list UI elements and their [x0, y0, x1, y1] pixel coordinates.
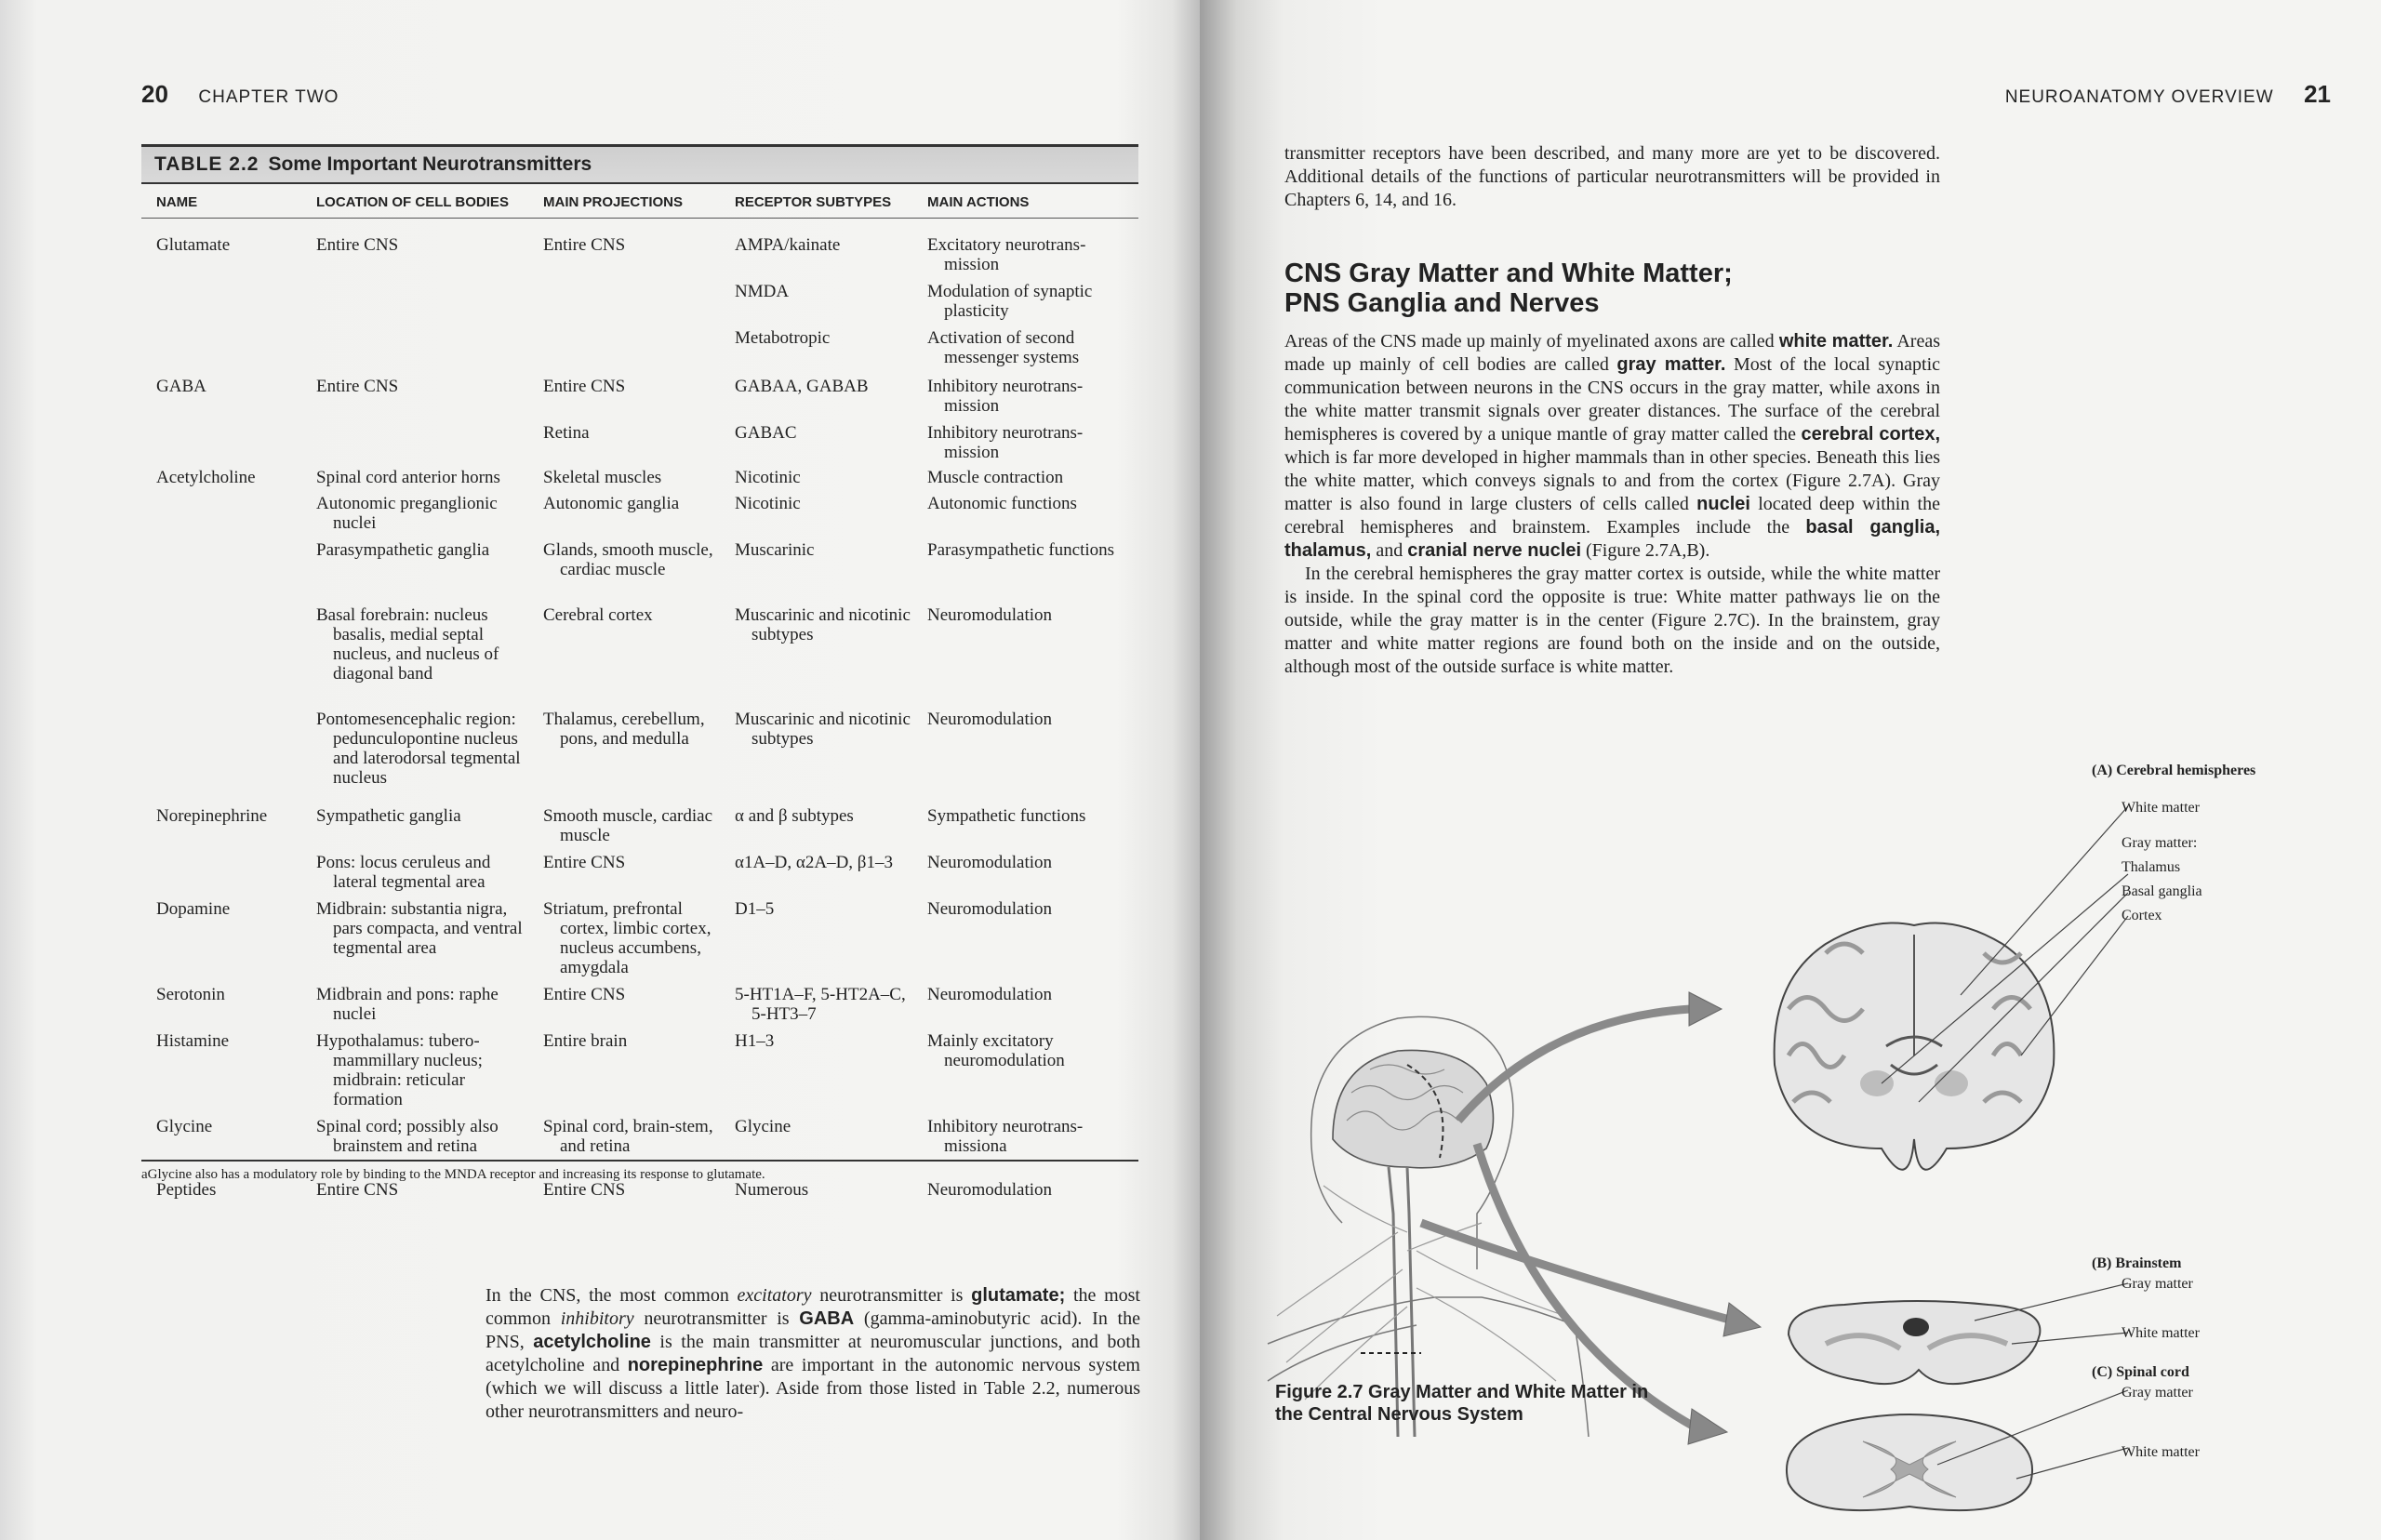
col-header-name: NAME — [156, 194, 198, 210]
table-cell: Activation of second messenger systems — [927, 328, 1080, 367]
label-b-white-matter: White matter — [2122, 1325, 2200, 1341]
table-cell: Muscarinic and nicotinic subtypes — [735, 710, 911, 749]
table-cell: Muscle contraction — [927, 468, 1064, 487]
right-chapter-title: NEUROANATOMY OVERVIEW — [2004, 87, 2274, 107]
table-cell: Dopamine — [156, 899, 231, 919]
body-paragraph: In the cerebral hemispheres the gray matter cortex is outside, while the white matter is inside. In the spinal cord the opposite is true: White matter pathways lie on the outside, while the gray matter is in the center (Figure 2.7C). In the brainstem, gray matter and white matter regions are found both on the inside and on the outside, although most of the outside surface is white matter. — [1284, 564, 1940, 677]
table-cell: Glycine — [735, 1117, 791, 1136]
text-run: Areas made up mainly of cell bodies are called — [1284, 331, 1940, 375]
col-header-projections: MAIN PROJECTIONS — [543, 194, 684, 210]
arrow-guide — [1482, 1204, 1705, 1333]
label-c-gray-matter: Gray matter — [2122, 1385, 2193, 1401]
table-cell: α and β subtypes — [735, 806, 854, 826]
table-bottom-rule — [141, 1160, 1138, 1162]
text-run: and — [1371, 540, 1408, 561]
bold-term: basal ganglia, thalamus, — [1284, 517, 1940, 561]
shoulder-outline — [1268, 1297, 1575, 1344]
table-cell: Muscarinic — [735, 540, 815, 560]
label-a-white-matter: White matter — [2122, 800, 2200, 816]
table-cell: H1–3 — [735, 1031, 775, 1051]
body-paragraph-intro: transmitter receptors have been described, and many more are yet to be discovered. Additional details of the functions of particular neurotransmitters will be provided in Chapters 6, 14, and 16. — [1284, 143, 1940, 210]
table-cell: GABAA, GABAB — [735, 377, 869, 396]
section-heading — [1284, 259, 1954, 318]
arrow-to-brainstem — [1421, 1223, 1733, 1321]
label-c-white-matter: White matter — [2122, 1444, 2200, 1460]
table-cell: Modulation of synaptic plasticity — [927, 282, 1093, 321]
table-cell: Hypothalamus: tubero-mammillary nucleus; midbrain: reticular formation — [316, 1031, 483, 1109]
table-cell: Histamine — [156, 1031, 230, 1051]
thalamus-shape — [1860, 1070, 1894, 1096]
text-run: the most common — [486, 1285, 1140, 1329]
table-cell: Glycine — [156, 1117, 213, 1136]
table-cell: Inhibitory neurotrans-mission — [927, 423, 1084, 462]
table-cell: Acetylcholine — [156, 468, 256, 487]
panel-c-label: (C) Spinal cord — [2092, 1364, 2189, 1380]
table-cell: Glutamate — [156, 235, 231, 255]
text-run: (Figure 2.7A,B). — [1581, 540, 1710, 561]
table-cell: Entire CNS — [316, 235, 399, 255]
table-cell: Muscarinic and nicotinic subtypes — [735, 605, 911, 644]
table-caption — [141, 144, 1138, 182]
bold-term: nuclei — [1696, 494, 1750, 514]
table-cell: Serotonin — [156, 985, 225, 1004]
table-cell: Inhibitory neurotrans-missiona — [927, 1117, 1084, 1156]
table-cell: Entire CNS — [316, 377, 399, 396]
right-running-head — [2005, 80, 2331, 109]
figure-gray-white-matter — [1268, 749, 2337, 1460]
table-cell: Midbrain and pons: raphe nuclei — [316, 985, 499, 1024]
text-run: Most of the local synaptic communication between neurons in the CNS occurs in the gray matter, while axons in the white matter transmit signals over greater distances. The surface of the cerebral hemispheres is covered by a unique mantle of gray matter called the — [1284, 354, 1941, 445]
table-cell: Glands, smooth muscle, cardiac muscle — [543, 540, 713, 579]
table-cell: Striatum, prefrontal cortex, limbic cortex, nucleus accumbens, amygdala — [543, 899, 712, 977]
bold-term: glutamate; — [971, 1285, 1066, 1306]
bold-term: gray matter. — [1616, 354, 1726, 375]
label-b-gray-matter: Gray matter — [2122, 1276, 2193, 1292]
table-cell: NMDA — [735, 282, 790, 301]
table-cell: Thalamus, cerebellum, pons, and medulla — [543, 710, 705, 749]
text-run: Areas of the CNS made up mainly of myelinated axons are called — [1284, 331, 1779, 352]
table-cell: Nicotinic — [735, 468, 801, 487]
col-header-receptors: RECEPTOR SUBTYPES — [735, 194, 892, 210]
table-cell: Neuromodulation — [927, 710, 1053, 729]
peripheral-nerves — [1277, 1186, 1565, 1400]
section-heading-line2: PNS Ganglia and Nerves — [1284, 288, 1600, 318]
table-cell: GABA — [156, 377, 206, 396]
bold-term: cranial nerve nuclei — [1407, 540, 1582, 561]
left-running-head — [141, 80, 339, 109]
table-cell: Inhibitory neurotrans-mission — [927, 377, 1084, 416]
table-cell: Autonomic functions — [927, 494, 1077, 513]
table-body — [141, 219, 1138, 1200]
arrowhead-cerebral — [1689, 992, 1722, 1026]
figure-caption-line1: Figure 2.7 Gray Matter and White Matter in — [1275, 1382, 1649, 1402]
table-cell: Skeletal muscles — [543, 468, 662, 487]
left-page-number: 20 — [141, 80, 168, 108]
table-cell: Peptides — [156, 1180, 217, 1200]
table-cell: Parasympathetic functions — [927, 540, 1115, 560]
table-cell: Parasympathetic ganglia — [316, 540, 490, 560]
label-a-thalamus: Thalamus — [2122, 859, 2181, 875]
text-run: located deep within the cerebral hemispheres and brainstem. Examples include the — [1284, 494, 1940, 538]
text-run: neurotransmitter is — [633, 1308, 800, 1329]
table-cell: Nicotinic — [735, 494, 801, 513]
arrowhead-brainstem — [1723, 1303, 1761, 1336]
table-cell: GABAC — [735, 423, 797, 443]
table-cell: Pontomesencephalic region: pedunculopontine nucleus and laterodorsal tegmental nucleus — [316, 710, 521, 788]
table-cell: Norepinephrine — [156, 806, 268, 826]
left-chapter-title: CHAPTER TWO — [198, 87, 339, 107]
text-run: (gamma-aminobutyric acid). In the PNS, — [486, 1308, 1140, 1352]
bold-term: acetylcholine — [533, 1332, 651, 1352]
table-cell: D1–5 — [735, 899, 775, 919]
table-cell: Neuromodulation — [927, 853, 1053, 872]
bold-term: white matter. — [1778, 331, 1894, 352]
spinal-cord-section — [1787, 1414, 2032, 1510]
table-label: TABLE 2.2 — [154, 153, 259, 175]
table-cell: Sympathetic functions — [927, 806, 1086, 826]
panel-a-label: (A) Cerebral hemispheres — [2092, 763, 2256, 778]
table-cell: Metabotropic — [735, 328, 831, 348]
body-paragraph — [1284, 330, 1940, 563]
table-cell: Cerebral cortex — [543, 605, 653, 625]
arrow-to-cerebral — [1458, 1009, 1691, 1121]
bold-term: cerebral cortex, — [1801, 424, 1940, 445]
table-cell: Midbrain: substantia nigra, pars compacta, and ventral tegmental area — [316, 899, 523, 958]
leader-line — [1961, 806, 2128, 995]
table-cell: Entire brain — [543, 1031, 628, 1051]
table-footnote: aGlycine also has a modulatory role by binding to the MNDA receptor and increasing its response to glutamate. — [141, 1167, 765, 1182]
table-cell: Spinal cord; possibly also brainstem and retina — [316, 1117, 499, 1156]
bold-term: norepinephrine — [627, 1355, 764, 1375]
cerebral-hemispheres-section — [1775, 923, 2055, 1170]
text-run: is the main transmitter at neuromuscular junctions, and both acetylcholine and — [486, 1332, 1140, 1375]
right-page-number: 21 — [2304, 80, 2331, 108]
bold-term: GABA — [799, 1308, 855, 1329]
fourth-ventricle — [1903, 1318, 1929, 1336]
table-cell: Autonomic ganglia — [543, 494, 680, 513]
table-cell: Neuromodulation — [927, 985, 1053, 1004]
italic-term: inhibitory — [560, 1308, 634, 1329]
table-cell: Entire CNS — [543, 853, 626, 872]
table-cell: Neuromodulation — [927, 899, 1053, 919]
table-cell: α1A–D, α2A–D, β1–3 — [735, 853, 893, 872]
label-a-basal-ganglia: Basal ganglia — [2122, 883, 2202, 899]
table-cell: Entire CNS — [543, 985, 626, 1004]
table-cell: Mainly excitatory neuromodulation — [927, 1031, 1065, 1070]
table-cell: Retina — [543, 423, 590, 443]
spinal-cord-outline — [1787, 1414, 2032, 1510]
table-cell: Spinal cord anterior horns — [316, 468, 500, 487]
col-header-location: LOCATION OF CELL BODIES — [316, 194, 509, 210]
table-title: Some Important Neurotransmitters — [268, 153, 592, 175]
panel-b-label: (B) Brainstem — [2092, 1255, 2182, 1271]
leader-line — [1975, 1283, 2128, 1321]
table-cell: Autonomic preganglionic nuclei — [316, 494, 498, 533]
section-body — [1284, 330, 1940, 679]
text-run: neurotransmitter is — [811, 1285, 972, 1306]
text-run: are important in the autonomic nervous system (which we will discuss a little later). Aside from those listed in Table 2.2, numerous other neurotransmitters and neuro- — [486, 1355, 1140, 1422]
table-cell: Entire CNS — [316, 1180, 399, 1200]
table-cell: Basal forebrain: nucleus basalis, medial septal nucleus, and nucleus of diagonal band — [316, 605, 499, 684]
label-a-cortex: Cortex — [2122, 908, 2162, 923]
thalamus-shape — [1935, 1070, 1968, 1096]
table-header — [141, 182, 1138, 219]
table-cell: Numerous — [735, 1180, 809, 1200]
table-cell: Smooth muscle, cardiac muscle — [543, 806, 713, 845]
table-cell: 5-HT1A–F, 5-HT2A–C, 5-HT3–7 — [735, 985, 906, 1024]
table-cell: Neuromodulation — [927, 605, 1053, 625]
table-cell: Pons: locus ceruleus and lateral tegmental area — [316, 853, 491, 892]
italic-term: excitatory — [737, 1285, 812, 1306]
table-cell: Entire CNS — [543, 377, 626, 396]
table-cell: AMPA/kainate — [735, 235, 841, 255]
text-run: In the CNS, the most common — [486, 1285, 738, 1306]
table-cell: Entire CNS — [543, 235, 626, 255]
neurotransmitter-table — [141, 144, 1138, 1200]
table-cell: Sympathetic ganglia — [316, 806, 461, 826]
table-cell: Spinal cord, brain-stem, and retina — [543, 1117, 713, 1156]
text-run: which is far more developed in higher mammals than in other species. Beneath this lies the white matter, which conveys signals to and from the cortex (Figure 2.7A). Gray matter is also found in large clusters of cells called — [1284, 447, 1940, 514]
table-cell: Entire CNS — [543, 1180, 626, 1200]
table-cell: Neuromodulation — [927, 1180, 1053, 1200]
table-cell: Excitatory neurotrans-mission — [927, 235, 1086, 274]
col-header-actions: MAIN ACTIONS — [927, 194, 1030, 210]
section-heading-line1: CNS Gray Matter and White Matter; — [1284, 259, 1733, 288]
label-a-gray-matter: Gray matter: — [2122, 835, 2198, 851]
figure-caption-line2: the Central Nervous System — [1275, 1404, 1523, 1425]
body-paragraph-left — [486, 1284, 1140, 1424]
